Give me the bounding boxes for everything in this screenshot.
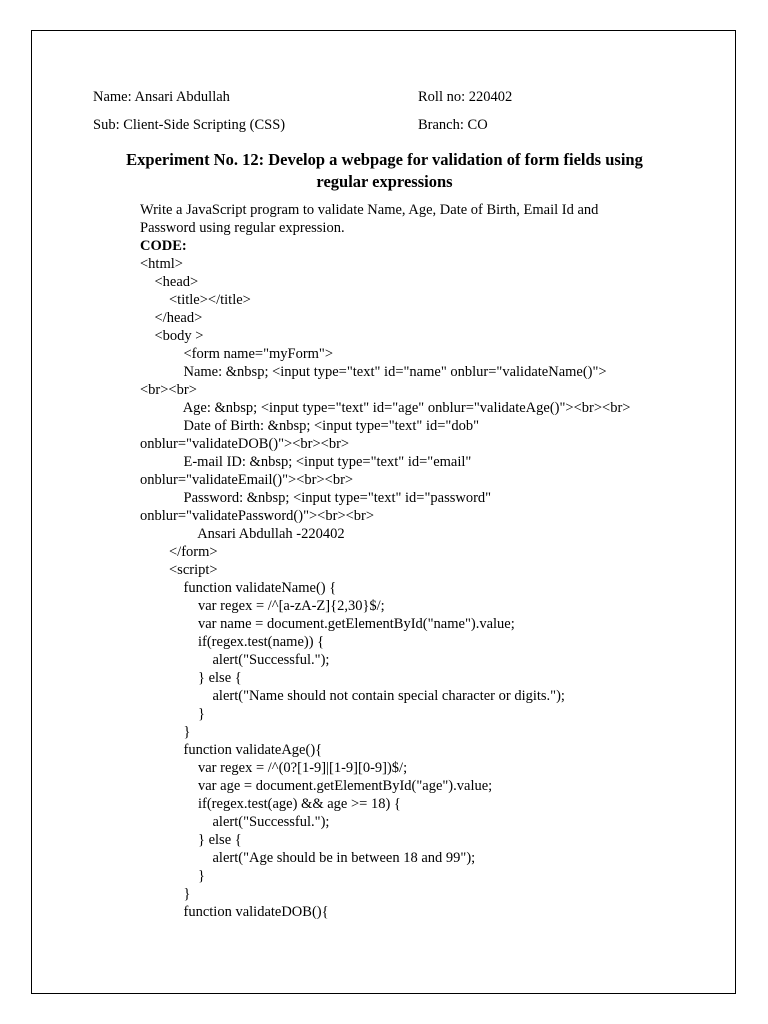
code-line: <form name="myForm"> <box>140 346 334 362</box>
code-line: } else { <box>140 670 242 686</box>
code-line: alert("Successful."); <box>140 814 330 830</box>
code-line: var name = document.getElementById("name").value; <box>140 616 515 632</box>
code-line: </form> <box>140 544 218 560</box>
code-line: </head> <box>140 310 203 326</box>
code-line: <head> <box>140 274 199 290</box>
intro-line1: Write a JavaScript program to validate Name, Age, Date of Birth, Email Id and <box>140 202 599 218</box>
code-label: CODE: <box>140 238 187 254</box>
code-block <box>140 255 680 921</box>
code-line: Date of Birth: &nbsp; <input type="text" id="dob" <box>140 418 479 434</box>
code-line: <title></title> <box>140 292 251 308</box>
code-line: } <box>140 724 191 740</box>
code-line: if(regex.test(age) && age >= 18) { <box>140 796 401 812</box>
experiment-title-line2: regular expressions <box>316 172 453 191</box>
code-line: <script> <box>140 562 218 578</box>
code-line: } else { <box>140 832 242 848</box>
code-line: alert("Age should be in between 18 and 99"); <box>140 850 476 866</box>
code-line: <html> <box>140 256 183 272</box>
code-line: } <box>140 868 205 884</box>
branch: Branch: CO <box>418 117 488 133</box>
code-line: E-mail ID: &nbsp; <input type="text" id="email" <box>140 454 472 470</box>
code-line: Name: &nbsp; <input type="text" id="name" onblur="validateName()"> <box>140 364 607 380</box>
code-line: function validateAge(){ <box>140 742 323 758</box>
code-line: if(regex.test(name)) { <box>140 634 325 650</box>
code-line: Ansari Abdullah -220402 <box>140 526 345 542</box>
code-line: alert("Successful."); <box>140 652 330 668</box>
code-line: onblur="validateEmail()"><br><br> <box>140 472 354 488</box>
code-line: alert("Name should not contain special character or digits."); <box>140 688 565 704</box>
code-line: Password: &nbsp; <input type="text" id="password" <box>140 490 492 506</box>
code-line: function validateName() { <box>140 580 337 596</box>
code-line: var regex = /^[a-zA-Z]{2,30}$/; <box>140 598 385 614</box>
code-line: } <box>140 886 191 902</box>
experiment-title-line1: Experiment No. 12: Develop a webpage for validation of form fields using <box>126 150 643 169</box>
intro-line2: Password using regular expression. <box>140 220 345 236</box>
code-line: onblur="validateDOB()"><br><br> <box>140 436 350 452</box>
code-line: onblur="validatePassword()"><br><br> <box>140 508 375 524</box>
code-line: function validateDOB(){ <box>140 904 329 920</box>
experiment-title <box>92 149 677 193</box>
student-name: Name: Ansari Abdullah <box>93 89 230 105</box>
code-line: <body > <box>140 328 204 344</box>
code-line: Age: &nbsp; <input type="text" id="age" onblur="validateAge()"><br><br> <box>140 400 631 416</box>
code-line: <br><br> <box>140 382 197 398</box>
code-line: var age = document.getElementById("age").value; <box>140 778 493 794</box>
content-block <box>140 201 680 921</box>
document-page <box>31 30 736 994</box>
code-line: } <box>140 706 205 722</box>
subject: Sub: Client-Side Scripting (CSS) <box>93 117 286 133</box>
code-line: var regex = /^(0?[1-9]|[1-9][0-9])$/; <box>140 760 408 776</box>
roll-number: Roll no: 220402 <box>418 89 513 105</box>
